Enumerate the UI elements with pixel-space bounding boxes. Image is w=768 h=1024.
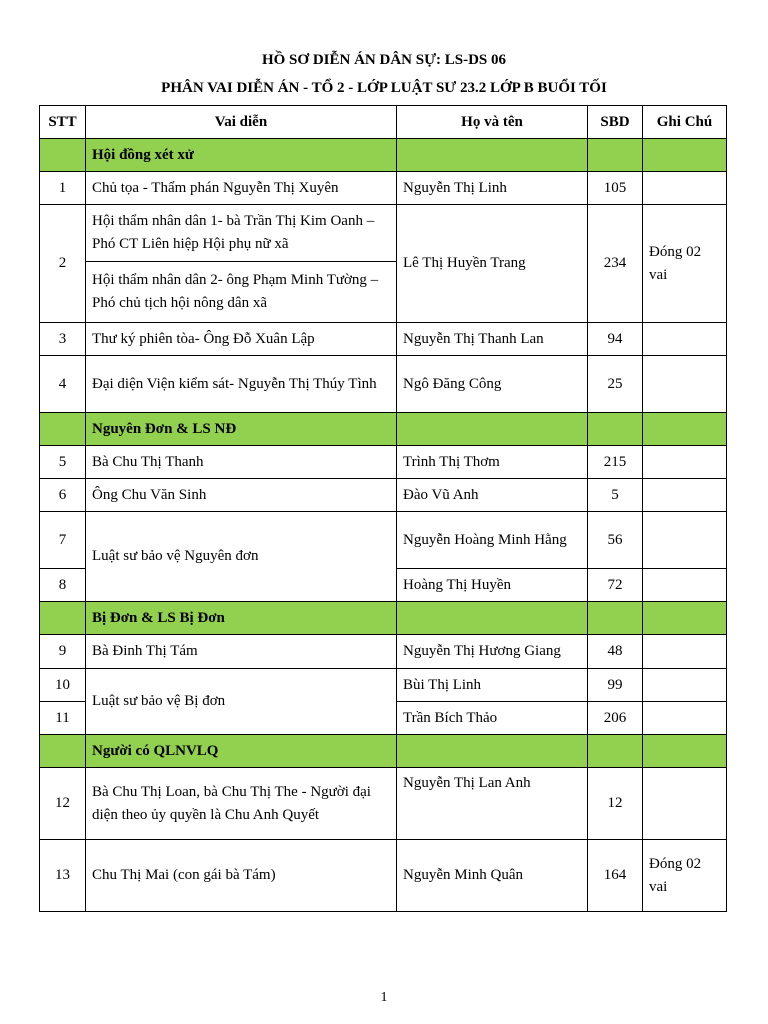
section-row [40,413,727,446]
stt-cell: 13 [40,840,86,912]
section-title: Nguyên Đơn & LS NĐ [86,413,397,446]
note-cell [643,356,727,413]
role-cell: Bà Chu Thị Loan, bà Chu Thị The - Người đại diện theo ủy quyền là Chu Anh Quyết [86,768,397,840]
stt-cell: 7 [40,512,86,569]
name-cell: Nguyễn Hoàng Minh Hằng [397,512,588,569]
role-cell: Thư ký phiên tòa- Ông Đỗ Xuân Lập [86,323,397,356]
name-cell: Nguyễn Thị Lan Anh [397,768,588,840]
table-row [40,446,727,479]
header-role: Vai diễn [86,106,397,139]
name-cell: Nguyễn Minh Quân [397,840,588,912]
note-cell [643,569,727,602]
sbd-cell: 164 [588,840,643,912]
sbd-cell: 12 [588,768,643,840]
table-row [40,323,727,356]
sbd-cell: 215 [588,446,643,479]
table-row [40,479,727,512]
sbd-cell: 206 [588,702,643,735]
table-row [40,840,727,912]
stt-cell: 1 [40,172,86,205]
role-cell: Hội thẩm nhân dân 2- ông Phạm Minh Tường – Phó chủ tịch hội nông dân xã [86,262,397,323]
section-title: Hội đồng xét xử [86,139,397,172]
header-note: Ghi Chú [643,106,727,139]
table-row [40,768,727,840]
page-number: 1 [380,990,388,1005]
sbd-cell: 25 [588,356,643,413]
sbd-cell: 94 [588,323,643,356]
section-row [40,735,727,768]
name-cell: Ngô Đăng Công [397,356,588,413]
stt-cell: 11 [40,702,86,735]
role-assignment-table [39,105,727,912]
document-title: HỒ SƠ DIỄN ÁN DÂN SỰ: LS-DS 06 [261,52,507,68]
note-cell [643,479,727,512]
name-cell: Trình Thị Thơm [397,446,588,479]
stt-cell: 8 [40,569,86,602]
table-row [40,356,727,413]
role-cell: Hội thẩm nhân dân 1- bà Trần Thị Kim Oanh – Phó CT Liên hiệp Hội phụ nữ xã [86,205,397,262]
sbd-cell: 5 [588,479,643,512]
sbd-cell: 105 [588,172,643,205]
name-cell: Đào Vũ Anh [397,479,588,512]
sbd-cell: 99 [588,669,643,702]
note-cell [643,635,727,669]
note-cell [643,172,727,205]
role-cell: Luật sư bảo vệ Nguyên đơn [86,512,397,602]
stt-cell: 2 [40,205,86,323]
name-cell: Nguyễn Thị Linh [397,172,588,205]
role-cell: Ông Chu Văn Sinh [86,479,397,512]
note-cell [643,446,727,479]
sbd-cell: 56 [588,512,643,569]
header-name: Họ và tên [397,106,588,139]
name-cell: Lê Thị Huyền Trang [397,205,588,323]
stt-cell: 12 [40,768,86,840]
note-cell [643,669,727,702]
document-subtitle: PHÂN VAI DIỄN ÁN - TỔ 2 - LỚP LUẬT SƯ 23.2 LỚP B BUỔI TỐI [161,80,607,96]
sbd-cell: 72 [588,569,643,602]
name-cell: Trần Bích Thảo [397,702,588,735]
table-row [40,669,727,702]
stt-cell: 4 [40,356,86,413]
stt-cell: 3 [40,323,86,356]
name-cell: Nguyễn Thị Hương Giang [397,635,588,669]
table-header-row [40,106,727,139]
section-row [40,602,727,635]
role-cell: Bà Chu Thị Thanh [86,446,397,479]
note-cell: Đóng 02 vai [643,205,727,323]
note-cell [643,768,727,840]
stt-cell: 9 [40,635,86,669]
role-cell: Đại diện Viện kiểm sát- Nguyễn Thị Thúy Tình [86,356,397,413]
table-row [40,635,727,669]
stt-cell: 10 [40,669,86,702]
name-cell: Nguyễn Thị Thanh Lan [397,323,588,356]
note-cell: Đóng 02 vai [643,840,727,912]
name-cell: Hoàng Thị Huyền [397,569,588,602]
role-cell: Chu Thị Mai (con gái bà Tám) [86,840,397,912]
sbd-cell: 48 [588,635,643,669]
header-sbd: SBD [588,106,643,139]
role-cell: Luật sư bảo vệ Bị đơn [86,669,397,735]
section-title: Bị Đơn & LS Bị Đơn [86,602,397,635]
note-cell [643,323,727,356]
name-cell: Bùi Thị Linh [397,669,588,702]
role-cell: Bà Đinh Thị Tám [86,635,397,669]
table-row [40,172,727,205]
section-row [40,139,727,172]
note-cell [643,702,727,735]
table-row [40,205,727,262]
section-title: Người có QLNVLQ [86,735,397,768]
note-cell [643,512,727,569]
sbd-cell: 234 [588,205,643,323]
stt-cell: 5 [40,446,86,479]
table-row [40,512,727,569]
role-cell: Chủ tọa - Thẩm phán Nguyễn Thị Xuyên [86,172,397,205]
header-stt: STT [40,106,86,139]
stt-cell: 6 [40,479,86,512]
